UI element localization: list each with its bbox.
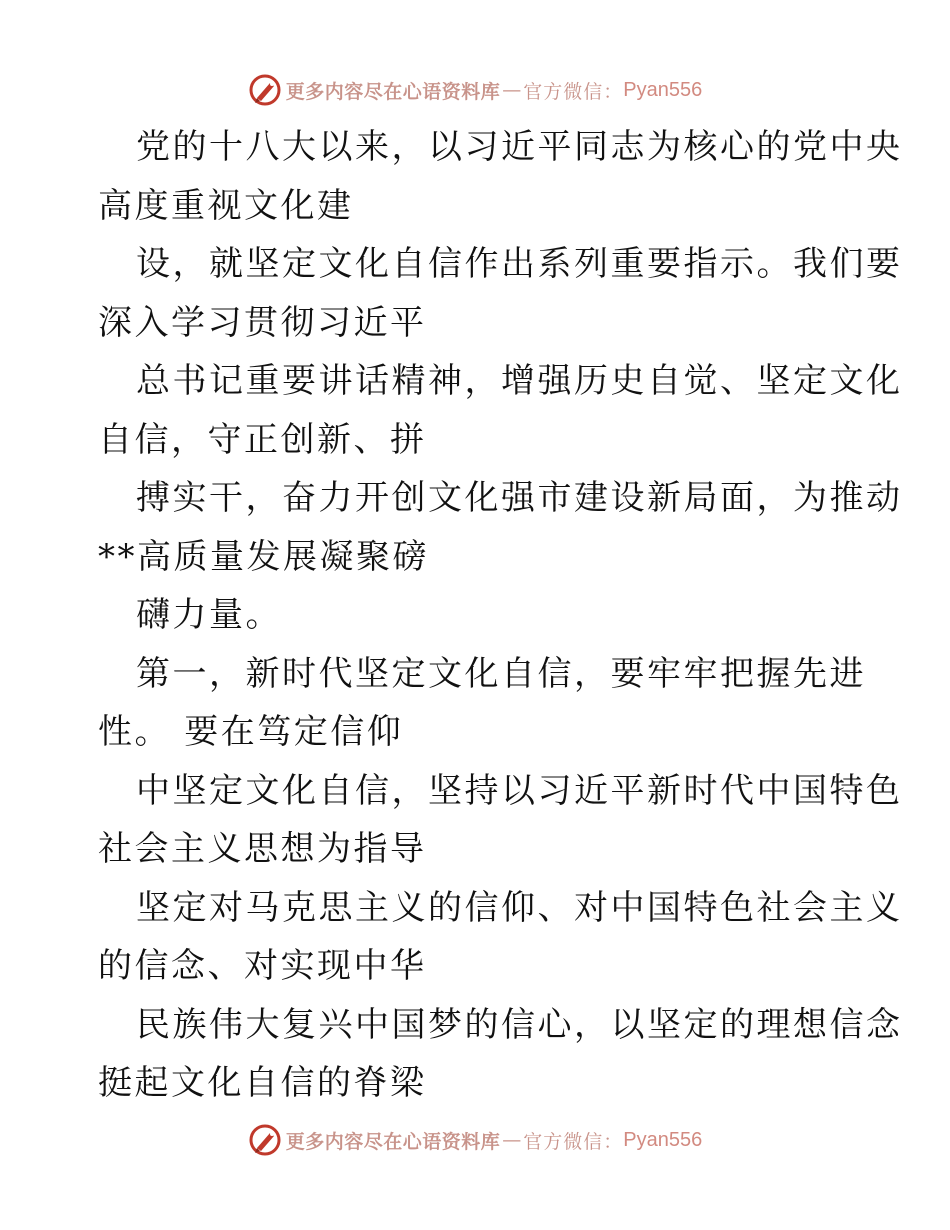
line: 挺起文化自信的脊梁: [98, 1063, 427, 1103]
banner-wechat-label: 官方微信：: [523, 80, 624, 103]
footer-banner: [0, 1120, 950, 1160]
line: 深入学习贯彻习近平: [98, 302, 427, 343]
line: 性。 要在笃定信仰: [98, 712, 404, 752]
header-banner: [0, 70, 950, 110]
banner-separator: —: [502, 1129, 522, 1151]
banner-separator: —: [502, 79, 522, 101]
paragraph: [98, 118, 903, 235]
banner-brand-text: 更多内容尽在心语资料库: [285, 1130, 501, 1153]
line: 坚定对马克思主义的信仰、对中国特色社会主义: [136, 887, 903, 928]
paragraph: [98, 469, 903, 586]
paragraph: [98, 586, 858, 645]
line: 中坚定文化自信，坚持以习近平新时代中国特色: [136, 770, 903, 811]
paragraph: [98, 762, 903, 879]
line: 第一，新时代坚定文化自信，要牢牢把握先进: [136, 653, 866, 694]
line: 礴力量。: [136, 595, 282, 635]
paragraph: [98, 645, 866, 762]
line: 总书记重要讲话精神，增强历史自觉、坚定文化: [136, 361, 903, 401]
line: **高质量发展凝聚磅: [98, 536, 429, 577]
pen-nib-logo-icon: [248, 73, 282, 107]
paragraph: [98, 352, 903, 469]
line: 党的十八大以来，以习近平同志为核心的党中央: [136, 127, 903, 167]
paragraph: [98, 996, 903, 1113]
line: 高度重视文化建: [98, 185, 354, 226]
paragraph: [98, 879, 903, 996]
line: 搏实干，奋力开创文化强市建设新局面，为推动: [136, 478, 903, 518]
line: 的信念、对实现中华: [98, 946, 427, 986]
banner-wechat-label: 官方微信：: [523, 1130, 624, 1153]
line: 自信，守正创新、拼: [98, 419, 427, 460]
banner-wechat-id: Pyan556: [623, 78, 703, 101]
line: 社会主义思想为指导: [98, 829, 427, 869]
paragraph: [98, 235, 903, 352]
pen-nib-logo-icon: [248, 1123, 282, 1157]
line: 民族伟大复兴中国梦的信心，以坚定的理想信念: [136, 1004, 903, 1045]
line: 设，就坚定文化自信作出系列重要指示。我们要: [136, 244, 903, 284]
banner-wechat-id: Pyan556: [623, 1128, 703, 1151]
document-body: [98, 118, 903, 1113]
banner-brand-text: 更多内容尽在心语资料库: [285, 80, 501, 103]
